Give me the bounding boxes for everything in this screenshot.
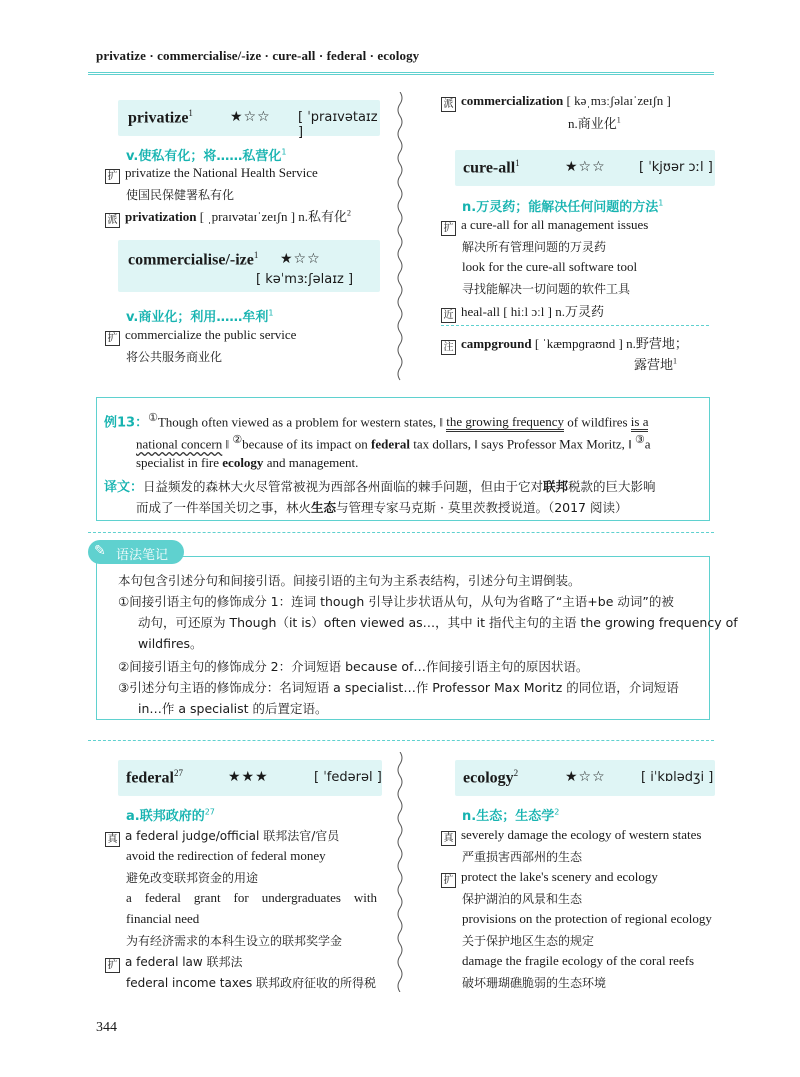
phonetic: [ ˈkjʊər ɔːl ] [639,160,713,175]
grammar-para-4a: ③引述分句主语的修饰成分：名词短语 a specialist…作 Professor Max Moritz 的同位语，介词短语 [118,680,679,695]
entry-line: avoid the redirection of federal money [126,848,326,863]
example-line-2: national concern ‖ ②because of its impact on federal tax dollars, ‖ says Professor Max Moritz, ‖ ③a [136,434,651,452]
translation: 为有经济需求的本科生设立的联邦奖学金 [126,934,343,948]
headword: federal$^{27}$ [126,768,183,787]
running-header: privatize · commercialise/-ize · cure-all · federal · ecology [96,48,420,63]
part-of-speech: n.万灵药；能解决任何问题的方法$^1$ [462,198,664,215]
derived-entry: 派 privatization [ ˌpraɪvətaɪˈzeɪʃn ] n.私有化$^2$ [105,206,351,228]
frequency-stars: ★★★ [228,769,269,785]
translation: 严重损害西部州的生态 [462,850,583,864]
entry-line: 扩 commercialize the public service [105,327,296,346]
part-of-speech: v.商业化；利用……牟利$^1$ [126,308,274,325]
column-divider-top [396,92,404,382]
part-of-speech: v.使私有化；将……私营化$^1$ [126,147,287,164]
entry-line: 扩 privatize the National Health Service [105,165,318,184]
frequency-stars: ★☆☆ [280,251,321,267]
entry-line: financial need [126,911,200,926]
headword: cure-all$^1$ [463,158,520,177]
translation: 关于保护地区生态的规定 [462,934,595,948]
synonym-entry: 近 heal-all [ hiːl ɔːl ] n.万灵药 [441,301,604,323]
dashed-divider [441,325,709,326]
translation: 使国民保健署私有化 [126,188,235,202]
grammar-para-1: 本句包含引述分句和间接引语。间接引语的主句为主系表结构，引述分句主谓倒装。 [118,573,581,588]
phonetic: [ kəˈmɜːʃəlaɪz ] [256,272,354,287]
example-line-1: 例13：①Though often viewed as a problem for western states, ‖ the growing frequency of wildfires is a [104,412,649,431]
headword: privatize$^1$ [128,108,193,127]
grammar-para-4b: in…作 a specialist 的后置定语。 [138,701,328,716]
translation: 将公共服务商业化 [126,350,223,364]
frequency-stars: ★☆☆ [230,109,271,125]
entry-line: 扩 a cure-all for all management issues [441,217,648,236]
word-box-privatize [118,100,380,140]
dashed-divider [88,532,714,533]
note-entry-campground: 注 campground [ ˈkæmpɡraʊnd ] n.野营地； [441,333,688,355]
word-box-commercialise [118,240,380,292]
headword: commercialise/-ize$^1$ [128,250,259,269]
part-of-speech: a.联邦政府的$^{27}$ [126,807,215,824]
example-line-3: specialist in fire ecology and management. [136,455,359,470]
entry-line: damage the fragile ecology of the coral reefs [462,953,695,968]
page-number: 344 [96,1020,117,1035]
entry-line: 真 severely damage the ecology of western states [441,827,701,846]
entry-line: federal income taxes 联邦政府征收的所得税 [126,976,377,990]
derived-meaning: n.商业化$^1$ [568,115,621,131]
phonetic: [ ˈfedərəl ] [314,770,382,785]
part-of-speech: n.生态；生态学$^2$ [462,807,560,824]
frequency-stars: ★☆☆ [565,159,606,175]
entry-line: 真 a federal judge/official 联邦法官/官员 [105,827,339,847]
dashed-divider [88,740,714,741]
translation: 破坏珊瑚礁脆弱的生态环境 [462,976,607,990]
pen-icon: ✎ [94,543,106,559]
column-divider-bottom [396,752,404,992]
grammar-para-3: ②间接引语主句的修饰成分 2：介词短语 because of…作间接引语主句的原因状语。 [118,659,589,674]
derived-entry-commercialization: 派 commercialization [ kəˌmɜːʃəlaɪˈzeɪʃn ] [441,93,671,112]
grammar-para-2c: wildfires。 [138,636,203,651]
word-box-ecology [455,760,715,796]
entry-line: 扩 protect the lake's scenery and ecology [441,869,658,888]
translation: 保护湖泊的风景和生态 [462,892,583,906]
phonetic: [ ˈpraɪvətaɪz ] [298,110,378,140]
phonetic: [ iˈkɒlədʒi ] [641,770,714,785]
word-box-cure-all [455,150,715,186]
translation-line-1: 译文：日益频发的森林大火尽管常被视为西部各州面临的棘手问题，但由于它对联邦税款的巨大影响 [104,479,656,495]
entry-line: look for the cure-all software tool [462,259,638,274]
note-meaning: 露营地$^1$ [634,356,678,372]
header-rule [88,72,714,75]
grammar-note-title: ✎ 语法笔记 [88,540,184,564]
word-box-federal [118,760,382,796]
frequency-stars: ★☆☆ [565,769,606,785]
translation: 解决所有管理问题的万灵药 [462,240,607,254]
translation: 寻找能解决一切问题的软件工具 [462,282,631,296]
entry-line: a federal grant for undergraduates with [126,890,378,905]
grammar-para-2a: ①间接引语主句的修饰成分 1：连词 though 引导让步状语从句，从句为省略了“主语+be 动词”的被 [118,594,674,609]
translation-line-2: 而成了一件举国关切之事，林火生态与管理专家马克斯 · 莫里茨教授说道。（2017 阅读） [136,500,628,515]
grammar-para-2b: 动句，可还原为 Though（it is）often viewed as…，其中 it 指代主句的主语 the growing frequency of [138,615,738,630]
entry-line: provisions on the protection of regional ecology [462,911,712,926]
entry-line: 扩 a federal law 联邦法 [105,953,243,973]
translation: 避免改变联邦资金的用途 [126,871,259,885]
headword: ecology$^2$ [463,768,519,787]
